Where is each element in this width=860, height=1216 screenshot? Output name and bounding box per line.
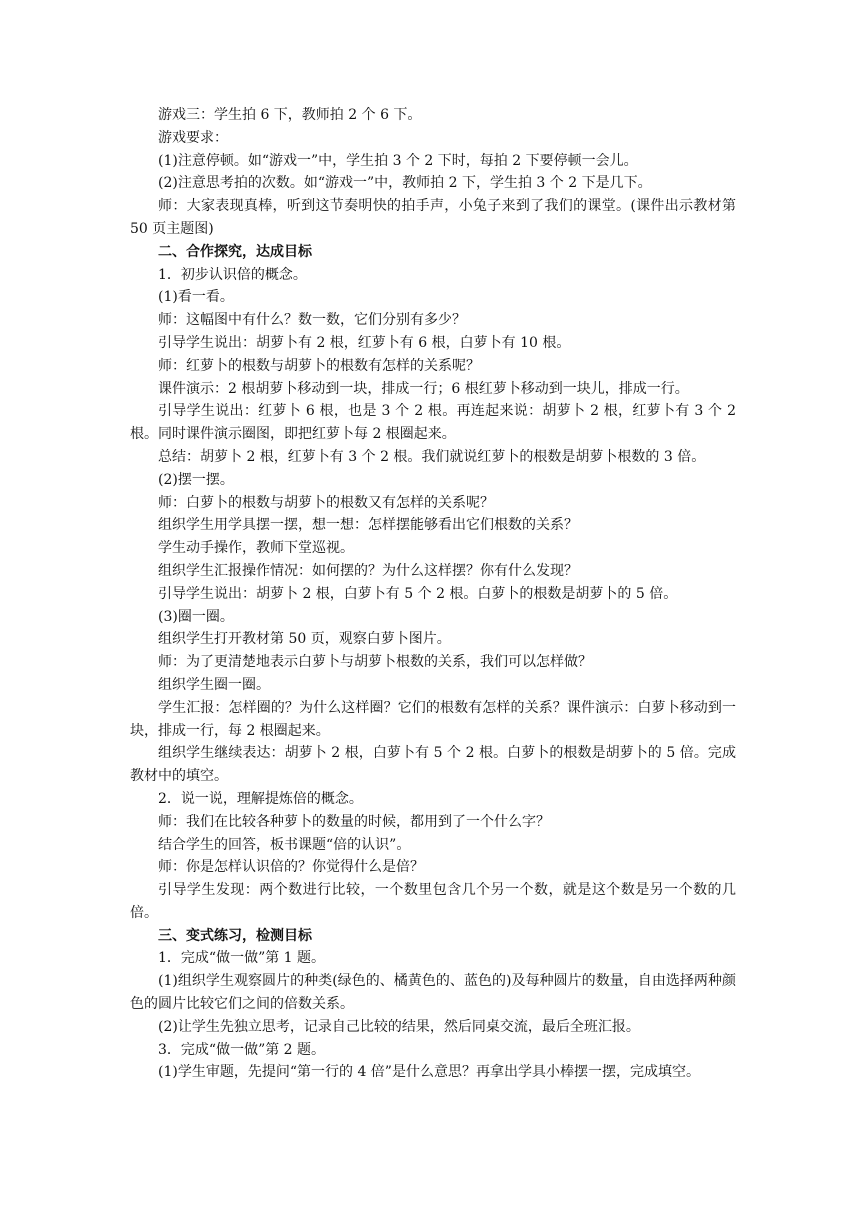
paragraph: 1．完成“做一做”第 1 题。: [158, 950, 326, 967]
paragraph: (1)组织学生观察圆片的种类(绿色的、橘黄色的、蓝色的)及每种圆片的数量，自由选择两种颜色的圆片比较它们之间的倍数关系。: [130, 973, 736, 1013]
paragraph: 师：为了更清楚地表示白萝卜与胡萝卜根数的关系，我们可以怎样做？: [158, 654, 592, 671]
paragraph: 学生汇报：怎样圈的？为什么这样圈？它们的根数有怎样的关系？课件演示：白萝卜移动到一块，排成一行，每 2 根圈起来。: [130, 699, 736, 739]
paragraph: (1)学生审题，先提问“第一行的 4 倍”是什么意思？再拿出学具小棒摆一摆，完成填空。: [158, 1064, 700, 1081]
paragraph: 师：这幅图中有什么？数一数，它们分别有多少？: [158, 312, 466, 329]
paragraph: 引导学生说出：胡萝卜有 2 根，红萝卜有 6 根，白萝卜有 10 根。: [158, 334, 571, 351]
paragraph: (1)注意停顿。如“游戏一”中，学生拍 3 个 2 下时，每拍 2 下要停顿一会儿。: [158, 152, 638, 169]
paragraph: 引导学生说出：红萝卜 6 根，也是 3 个 2 根。再连起来说：胡萝卜 2 根，红萝卜有 3 个 2 根。同时课件演示圈图，即把红萝卜每 2 根圈起来。: [130, 403, 736, 443]
paragraph: 师：大家表现真棒，听到这节奏明快的拍手声，小兔子来到了我们的课堂。(课件出示教材第 50 页主题图): [130, 198, 736, 237]
paragraph: 师：我们在比较各种萝卜的数量的时候，都用到了一个什么字？: [158, 813, 550, 830]
paragraph: 引导学生说出：胡萝卜 2 根，白萝卜有 5 个 2 根。白萝卜的根数是胡萝卜的 5 倍。: [158, 585, 678, 602]
paragraph: 2．说一说，理解提炼倍的概念。: [158, 790, 363, 807]
paragraph: 组织学生继续表达：胡萝卜 2 根，白萝卜有 5 个 2 根。白萝卜的根数是胡萝卜的 5 倍。完成教材中的填空。: [130, 745, 736, 785]
paragraph: 组织学生用学具摆一摆，想一想：怎样摆能够看出它们根数的关系？: [158, 517, 578, 534]
paragraph: 师：白萝卜的根数与胡萝卜的根数又有怎样的关系呢？: [158, 494, 494, 511]
paragraph: 组织学生圈一圈。: [158, 676, 270, 693]
paragraph: 结合学生的回答，板书课题“倍的认识”。: [158, 836, 411, 853]
paragraph: 3．完成“做一做”第 2 题。: [158, 1041, 326, 1058]
document-body: [130, 104, 736, 1084]
section-heading: 二、合作探究，达成目标: [158, 243, 312, 260]
paragraph: 总结：胡萝卜 2 根，红萝卜有 3 个 2 根。我们就说红萝卜的根数是胡萝卜根数的 3 倍。: [158, 448, 706, 465]
paragraph: (2)让学生先独立思考，记录自己比较的结果，然后同桌交流，最后全班汇报。: [158, 1018, 640, 1035]
paragraph: (3)圈一圈。: [158, 608, 234, 625]
paragraph: 师：你是怎样认识倍的？你觉得什么是倍？: [158, 859, 424, 876]
paragraph: (2)注意思考拍的次数。如“游戏一”中，教师拍 2 下，学生拍 3 个 2 下是几下。: [158, 175, 652, 192]
paragraph: 游戏三：学生拍 6 下，教师拍 2 个 6 下。: [158, 107, 422, 123]
paragraph: 课件演示：2 根胡萝卜移动到一块，排成一行；6 根红萝卜移动到一块儿，排成一行。: [158, 380, 689, 397]
paragraph: 组织学生打开教材第 50 页，观察白萝卜图片。: [158, 631, 451, 648]
paragraph: (1)看一看。: [158, 289, 234, 306]
section-heading: 三、变式练习，检测目标: [158, 927, 312, 944]
paragraph: (2)摆一摆。: [158, 471, 234, 488]
paragraph: 学生动手操作，教师下堂巡视。: [158, 540, 354, 557]
paragraph: 组织学生汇报操作情况：如何摆的？为什么这样摆？你有什么发现？: [158, 562, 578, 579]
paragraph: 游戏要求：: [158, 129, 228, 146]
paragraph: 师：红萝卜的根数与胡萝卜的根数有怎样的关系呢？: [158, 357, 480, 374]
paragraph: 1．初步认识倍的概念。: [158, 266, 307, 283]
paragraph: 引导学生发现：两个数进行比较，一个数里包含几个另一个数，就是这个数是另一个数的几倍。: [130, 882, 736, 921]
